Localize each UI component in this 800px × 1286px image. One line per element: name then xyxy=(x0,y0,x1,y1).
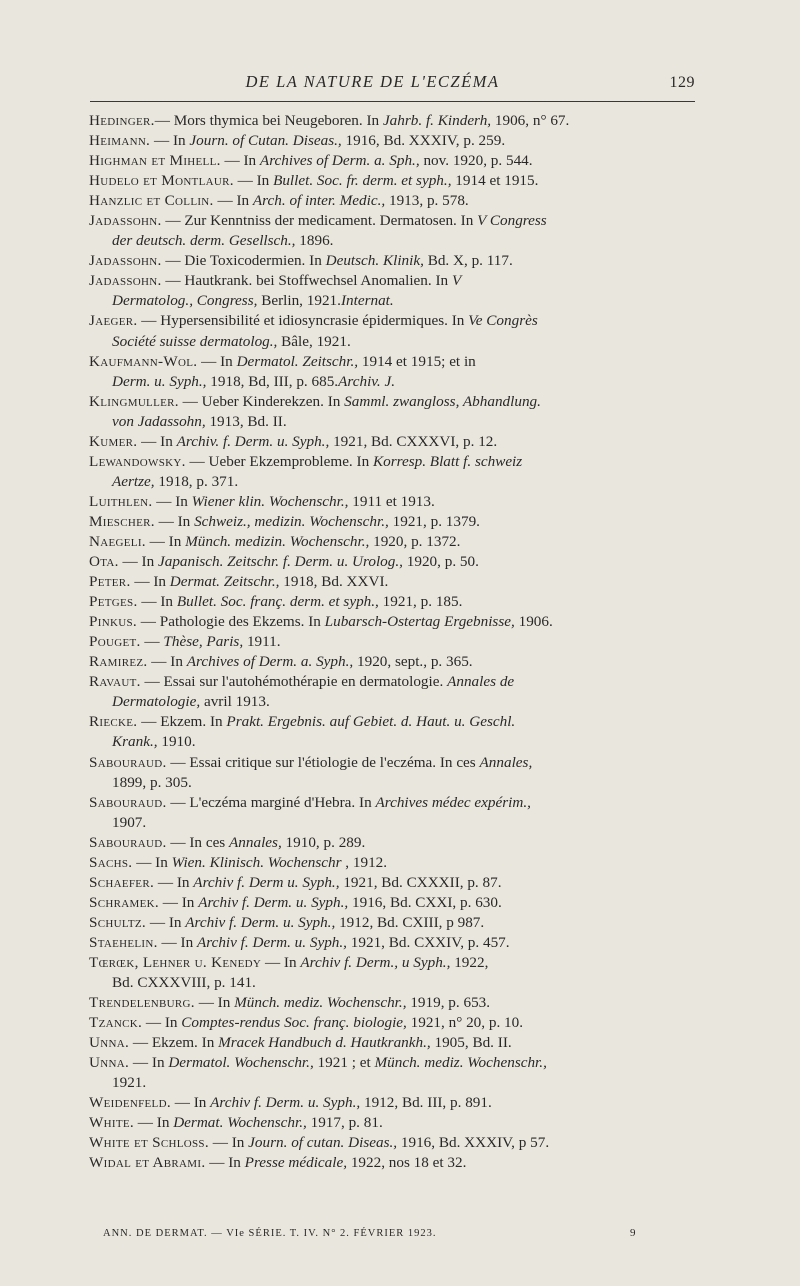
bibliography-line xyxy=(89,1133,699,1153)
author-name: Peter. xyxy=(89,573,131,591)
journal-title: Münch. mediz. Wochenschr., xyxy=(234,994,407,1012)
journal-title: Dermat. Wochenschr., xyxy=(173,1114,307,1132)
author-name: Kumer. xyxy=(89,432,138,450)
journal-title: Archiv f. Derm. u. Syph., xyxy=(198,893,349,911)
journal-title: Arch. of inter. Medic., xyxy=(252,192,386,210)
bibliography-line xyxy=(89,853,699,873)
bibliography-line xyxy=(89,532,699,552)
bibliography-line xyxy=(89,211,699,231)
journal-title: Krank., xyxy=(112,733,158,751)
journal-title: Münch. medizin. Wochenschr., xyxy=(185,532,370,550)
journal-title: Bullet. Soc. franç. derm. et syph., xyxy=(176,593,379,611)
author-name: Sabouraud. xyxy=(89,793,167,811)
reference-details: 1918, Bd, III, p. 685. xyxy=(206,372,339,390)
reference-details: avril 1913. xyxy=(200,693,270,711)
author-name: Ramirez. xyxy=(89,653,148,671)
footer-imprint: ANN. DE DERMAT. — VIe SÉRIE. T. IV. N° 2. FÉVRIER 1923. xyxy=(103,1228,437,1239)
author-name: Hudelo et Montlaur. xyxy=(89,172,234,190)
reference-text: — In xyxy=(130,573,170,591)
journal-title: Archiv f. Derm. u. Syph., xyxy=(196,933,347,951)
journal-title: der deutsch. derm. Gesellsch., xyxy=(112,232,296,250)
reference-text: — In xyxy=(157,933,197,951)
journal-title-continued: Münch. mediz. Wochenschr., xyxy=(374,1054,547,1072)
bibliography-line xyxy=(89,111,699,131)
reference-details: 1913, Bd. II. xyxy=(205,412,287,430)
journal-title: Société suisse dermatolog., xyxy=(112,332,278,350)
bibliography-line xyxy=(89,1073,699,1093)
reference-details: 1922, nos 18 et 32. xyxy=(347,1154,467,1172)
journal-title: Dermatolog., Congress, xyxy=(112,292,258,310)
author-name: Tzanck. xyxy=(89,1014,143,1032)
journal-title: Dermatol. Wochenschr., xyxy=(168,1054,314,1072)
bibliography-line xyxy=(89,652,699,672)
bibliography-line xyxy=(89,953,699,973)
journal-title: V Congress xyxy=(477,212,547,230)
author-name: Highman et Mihell. xyxy=(89,152,221,170)
bibliography-line xyxy=(89,352,699,372)
reference-details: 1921, p. 185. xyxy=(378,593,463,611)
journal-title: Aertze, xyxy=(112,472,155,490)
reference-details: 1917, p. 81. xyxy=(306,1114,383,1132)
running-header xyxy=(90,72,695,98)
reference-text: — In xyxy=(205,1154,245,1172)
bibliography-line xyxy=(89,672,699,692)
journal-title: Journ. of cutan. Diseas., xyxy=(248,1134,398,1152)
reference-details: 1910. xyxy=(157,733,196,751)
bibliography-line xyxy=(89,472,699,492)
bibliography-line xyxy=(89,773,699,793)
journal-title: Wiener klin. Wochenschr., xyxy=(191,492,349,510)
reference-text: — Hautkrank. bei Stoffwechsel Anomalien. In xyxy=(161,272,452,290)
author-name: Jaeger. xyxy=(89,312,138,330)
author-name: Sachs. xyxy=(89,853,133,871)
reference-details: 1919, p. 653. xyxy=(406,994,491,1012)
reference-details: 1914 et 1915; et in xyxy=(358,352,476,370)
reference-details: 1911. xyxy=(243,633,281,651)
bibliography-line xyxy=(89,311,699,331)
bibliography-line xyxy=(89,372,699,392)
bibliography-line xyxy=(89,1033,699,1053)
reference-details: 1907. xyxy=(112,813,147,831)
reference-details: Berlin, 1921. xyxy=(257,292,341,310)
journal-title: Presse médicale, xyxy=(244,1154,348,1172)
bibliography-line xyxy=(89,392,699,412)
bibliography-line xyxy=(89,1013,699,1033)
author-name: Hanzlic et Collin. xyxy=(89,192,214,210)
bibliography-line xyxy=(89,512,699,532)
reference-text: — Essai sur l'autohémothérapie en dermatologie. xyxy=(140,673,448,691)
journal-title-continued: Archiv. J. xyxy=(338,372,396,390)
journal-title: Deutsch. Klinik, xyxy=(325,252,424,270)
author-name: Sabouraud. xyxy=(89,833,167,851)
bibliography-line xyxy=(89,793,699,813)
journal-title: Annales de xyxy=(447,673,515,691)
reference-text: — Pathologie des Ekzems. In xyxy=(136,613,325,631)
bibliography-line xyxy=(89,291,699,311)
bibliography-line xyxy=(89,873,699,893)
reference-details: 1921. xyxy=(112,1074,147,1092)
reference-text: — xyxy=(140,633,164,651)
reference-details: 1921, p. 1379. xyxy=(388,512,480,530)
author-name: Jadassohn. xyxy=(89,212,162,230)
bibliography-line xyxy=(89,813,699,833)
reference-text: — In xyxy=(133,1114,174,1132)
bibliography-line xyxy=(89,973,699,993)
bibliography-line xyxy=(89,171,699,191)
reference-text: — In xyxy=(137,432,177,450)
bibliography-line xyxy=(89,412,699,432)
header-rule xyxy=(90,101,695,102)
reference-details: 1921, Bd. CXXXVI, p. 12. xyxy=(329,432,498,450)
journal-title: Archives médec expérim., xyxy=(375,793,531,811)
journal-title: Ve Congrès xyxy=(468,312,538,330)
journal-title: Jahrb. f. Kinderh, xyxy=(382,112,492,129)
reference-text: — In xyxy=(118,553,158,571)
reference-text: — Essai critique sur l'étiologie de l'eczéma. In ces xyxy=(166,753,480,771)
journal-title: Annales, xyxy=(229,833,282,851)
author-name: Schaefer. xyxy=(89,873,155,891)
reference-text: — In xyxy=(170,1094,211,1112)
reference-text: — In xyxy=(197,352,237,370)
reference-text: — In xyxy=(220,152,260,170)
reference-text: — In xyxy=(129,1054,169,1072)
bibliography-line xyxy=(89,753,699,773)
journal-title: Dermatologie, xyxy=(112,693,201,711)
author-name: Heimann. xyxy=(89,132,151,150)
author-name: White et Schloss. xyxy=(89,1134,209,1152)
journal-title: Wien. Klinisch. Wochenschr xyxy=(171,853,342,871)
reference-text: — In xyxy=(208,1134,249,1152)
author-name: Schultz. xyxy=(89,913,147,931)
running-title: DE LA NATURE DE L'ECZÉMA xyxy=(245,72,500,91)
reference-details: 1916, Bd. XXXIV, p. 259. xyxy=(341,132,506,150)
author-name: Weidenfeld. xyxy=(89,1094,171,1112)
bibliography-line xyxy=(89,632,699,652)
author-name: Unna. xyxy=(89,1054,130,1072)
journal-title: Archiv f. Derm. u. Syph., xyxy=(185,913,336,931)
bibliography-line xyxy=(89,572,699,592)
reference-details: 1920, p. 50. xyxy=(402,553,479,571)
journal-title: Archiv f. Derm u. Syph., xyxy=(193,873,340,891)
reference-details: 1921, Bd. CXXXII, p. 87. xyxy=(339,873,502,891)
bibliography-line xyxy=(89,332,699,352)
bibliography-line xyxy=(89,833,699,853)
bibliography-line xyxy=(89,1153,699,1173)
reference-text: — Hypersensibilité et idiosyncrasie épidermiques. In xyxy=(137,312,469,330)
reference-details: 1914 et 1915. xyxy=(451,172,539,190)
reference-details: 1912, Bd. CXIII, p 987. xyxy=(335,913,485,931)
bibliography-line xyxy=(89,1053,699,1073)
page-number: 129 xyxy=(669,74,695,91)
author-name: Ravaut. xyxy=(89,673,141,691)
reference-text: — In xyxy=(194,994,235,1012)
reference-text: — In xyxy=(146,913,186,931)
signature-number: 9 xyxy=(630,1227,636,1239)
author-name: Tœrœk, Lehner u. Kenedy xyxy=(89,953,262,971)
bibliography-line xyxy=(89,271,699,291)
reference-details: 1913, p. 578. xyxy=(385,192,469,210)
reference-text: — Die Toxicodermien. In xyxy=(161,252,326,270)
reference-details: Bd. X, p. 117. xyxy=(423,252,513,270)
reference-details: 1922, xyxy=(450,953,489,971)
author-name: Kaufmann-Wol. xyxy=(89,352,198,370)
journal-title: Thèse, Paris, xyxy=(163,633,244,651)
bibliography-line xyxy=(89,692,699,712)
reference-details: 1918, Bd. XXVI. xyxy=(279,573,389,591)
author-name: Riecke. xyxy=(89,713,138,731)
reference-text: — L'eczéma marginé d'Hebra. In xyxy=(166,793,376,811)
journal-title: Japanisch. Zeitschr. f. Derm. u. Urolog., xyxy=(157,553,403,571)
journal-title: Derm. u. Syph., xyxy=(112,372,207,390)
reference-details: 1910, p. 289. xyxy=(281,833,366,851)
author-name: Miescher. xyxy=(89,512,155,530)
journal-title: Korresp. Blatt f. schweiz xyxy=(372,452,523,470)
bibliography-line xyxy=(89,592,699,612)
journal-title: Archives of Derm. a. Sph., xyxy=(259,152,420,170)
reference-details: 1920, sept., p. 365. xyxy=(353,653,473,671)
journal-title: Bullet. Soc. fr. derm. et syph., xyxy=(273,172,452,190)
bibliography-line xyxy=(89,1113,699,1133)
bibliography-line xyxy=(89,552,699,572)
reference-details: nov. 1920, p. 544. xyxy=(419,152,533,170)
journal-title: Archiv f. Derm., u Syph., xyxy=(300,953,451,971)
reference-details: 1920, p. 1372. xyxy=(369,532,461,550)
journal-title: V xyxy=(451,272,462,290)
reference-text: — Mors thymica bei Neugeboren. In xyxy=(154,112,383,129)
bibliography-line xyxy=(89,712,699,732)
author-name: Sabouraud. xyxy=(89,753,167,771)
author-name: Hedinger. xyxy=(89,112,155,129)
author-name: White. xyxy=(89,1114,134,1132)
author-name: Jadassohn. xyxy=(89,252,162,270)
reference-details: 1906, n° 67. xyxy=(491,112,570,129)
bibliography-line xyxy=(89,191,699,211)
journal-title-continued: Internat. xyxy=(340,292,394,310)
journal-title: Journ. of Cutan. Diseas., xyxy=(189,132,342,150)
reference-text: — In xyxy=(213,192,253,210)
journal-title: Dermatol. Zeitschr., xyxy=(236,352,359,370)
author-name: Jadassohn. xyxy=(89,272,162,290)
reference-details: 1905, Bd. II. xyxy=(430,1034,512,1052)
journal-title: Archives of Derm. a. Syph., xyxy=(186,653,354,671)
reference-text: — Ekzem. In xyxy=(129,1034,219,1052)
reference-text: — In xyxy=(158,893,199,911)
bibliography-line xyxy=(89,231,699,251)
bibliography-line xyxy=(89,993,699,1013)
reference-details: 1921, n° 20, p. 10. xyxy=(406,1014,524,1032)
reference-text: — In xyxy=(152,492,192,510)
reference-details: 1899, p. 305. xyxy=(112,773,192,791)
reference-text: — Ueber Ekzemprobleme. In xyxy=(185,452,373,470)
reference-text: — Ueber Kinderekzen. In xyxy=(178,392,345,410)
journal-title: Prakt. Ergebnis. auf Gebiet. d. Haut. u. Geschl. xyxy=(226,713,516,731)
bibliography-line xyxy=(89,1093,699,1113)
bibliography-line xyxy=(89,452,699,472)
journal-title: Annales, xyxy=(479,753,533,771)
reference-text: — In xyxy=(261,953,301,971)
author-name: Pouget. xyxy=(89,633,141,651)
journal-title: Comptes-rendus Soc. franç. biologie, xyxy=(181,1014,407,1032)
bibliography-line xyxy=(89,251,699,271)
journal-title: Schweiz., medizin. Wochenschr., xyxy=(194,512,389,530)
reference-details: 1916, Bd. CXXI, p. 630. xyxy=(348,893,502,911)
reference-details: 1896. xyxy=(295,232,334,250)
reference-text: — In xyxy=(142,1014,182,1032)
journal-title: Archiv f. Derm. u. Syph., xyxy=(210,1094,361,1112)
reference-details: Bâle, 1921. xyxy=(277,332,351,350)
author-name: Trendelenburg. xyxy=(89,994,195,1012)
bibliography-line xyxy=(89,151,699,171)
bibliography-line xyxy=(89,131,699,151)
bibliography-line xyxy=(89,492,699,512)
reference-text: — In xyxy=(147,653,187,671)
author-name: Naegeli. xyxy=(89,532,146,550)
reference-text: — In xyxy=(154,512,195,530)
bibliography-line xyxy=(89,432,699,452)
reference-details: , 1912. xyxy=(341,853,388,871)
author-name: Klingmuller. xyxy=(89,392,179,410)
reference-details: 1921, Bd. CXXIV, p. 457. xyxy=(346,933,510,951)
reference-text: — In xyxy=(132,853,172,871)
author-name: Schramek. xyxy=(89,893,159,911)
reference-text: — Zur Kenntniss der medicament. Dermatosen. In xyxy=(161,212,478,230)
reference-details: 1918, p. 371. xyxy=(154,472,239,490)
reference-details: Bd. CXXXVIII, p. 141. xyxy=(112,974,256,992)
journal-title: Mracek Handbuch d. Hautkrankh., xyxy=(218,1034,431,1052)
bibliography-line xyxy=(89,732,699,752)
reference-text: — In ces xyxy=(166,833,230,851)
author-name: Ota. xyxy=(89,553,119,571)
reference-text: — In xyxy=(145,532,186,550)
reference-text: — In xyxy=(233,172,274,190)
reference-text: — In xyxy=(150,132,190,150)
author-name: Petges. xyxy=(89,593,138,611)
author-name: Unna. xyxy=(89,1034,130,1052)
reference-text: — Ekzem. In xyxy=(137,713,227,731)
journal-title: Lubarsch-Ostertag Ergebnisse, xyxy=(324,613,515,631)
author-name: Pinkus. xyxy=(89,613,137,631)
reference-details: 1912, Bd. III, p. 891. xyxy=(360,1094,492,1112)
reference-text: — In xyxy=(154,873,194,891)
journal-title: Dermat. Zeitschr., xyxy=(169,573,280,591)
reference-details: 1906. xyxy=(514,613,553,631)
bibliography-line xyxy=(89,913,699,933)
bibliography-line xyxy=(89,933,699,953)
reference-text: — In xyxy=(137,593,177,611)
author-name: Lewandowsky. xyxy=(89,452,186,470)
author-name: Luithlen. xyxy=(89,492,153,510)
journal-title: Archiv. f. Derm. u. Syph., xyxy=(176,432,330,450)
author-name: Staehelin. xyxy=(89,933,158,951)
bibliography-list xyxy=(89,111,699,1173)
journal-title: von Jadassohn, xyxy=(112,412,206,430)
bibliography-line xyxy=(89,893,699,913)
reference-details: 1916, Bd. XXXIV, p 57. xyxy=(397,1134,550,1152)
reference-details: 1911 et 1913. xyxy=(348,492,435,510)
author-name: Widal et Abrami. xyxy=(89,1154,206,1172)
journal-title: Samml. zwangloss, Abhandlung. xyxy=(344,392,541,410)
reference-details: 1921 ; et xyxy=(313,1054,375,1072)
bibliography-line xyxy=(89,612,699,632)
